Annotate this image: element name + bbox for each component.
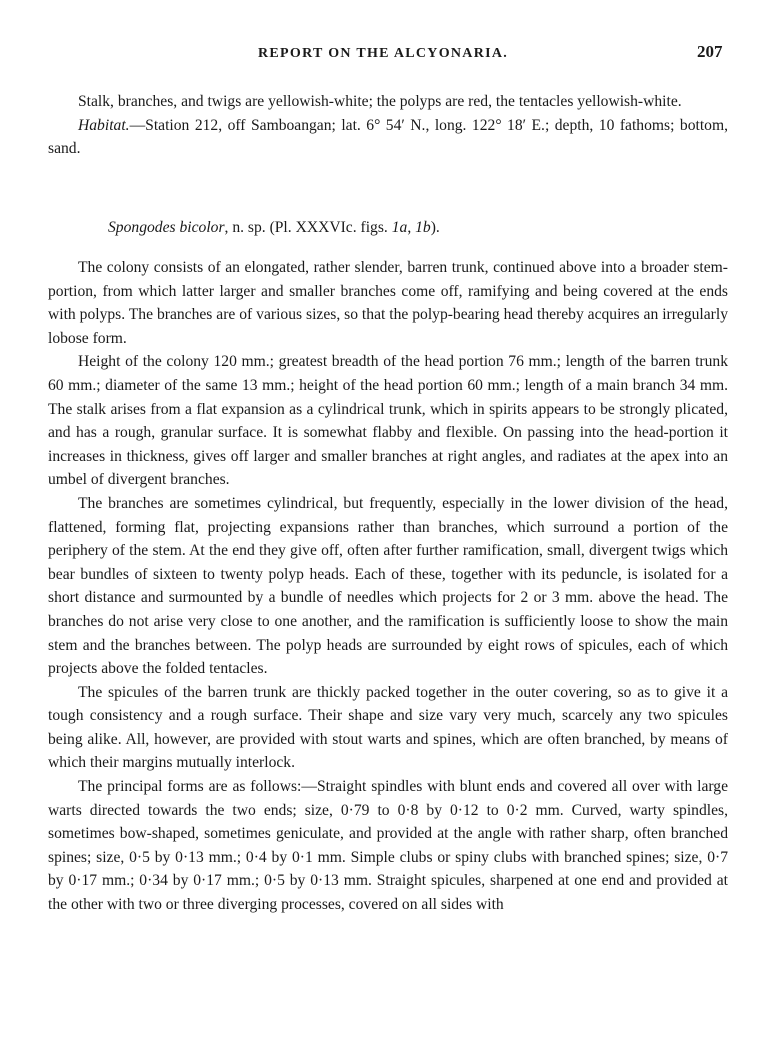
species-block	[48, 216, 728, 240]
species-name: Spongodes bicolor	[108, 219, 225, 236]
habitat-text: —Station 212, off Samboangan; lat. 6° 54′ N., long. 122° 18′ E.; depth, 10 fathoms; bottom, sand.	[48, 116, 728, 158]
paragraph-forms: The principal forms are as follows:—Straight spindles with blunt ends and covered all over with large warts directed towards the two ends; size, 0·79 to 0·8 by 0·12 to 0·2 mm. Curved, warty spindles, sometimes bow-shaped, sometimes geniculate, and provided at the angle with rather sharp, often branched spines; size, 0·5 by 0·13 mm.; 0·4 by 0·1 mm. Simple clubs or spiny clubs with branched spines; size, 0·7 by 0·17 mm.; 0·34 by 0·17 mm.; 0·5 by 0·13 mm. Straight spicules, sharpened at one end and provided at the other with two or three diverging processes, covered on all sides with	[48, 778, 728, 914]
colour-paragraph: Stalk, branches, and twigs are yellowish-white; the polyps are red, the tentacles yellowish-white.	[78, 93, 682, 110]
running-title: REPORT ON THE ALCYONARIA.	[258, 46, 509, 61]
habitat-label: Habitat.	[78, 116, 130, 134]
paragraph-branches: The branches are sometimes cylindrical, but frequently, especially in the lower division of the head, flattened, forming flat, projecting expansions rather than branches, which surround a portion of the periphery of the stem. At the end they give off, often after further ramification, small, divergent twigs which bear bundles of sixteen to twenty polyp heads. Each of these, together with its peduncle, is isolated for a short distance and surmounted by a bundle of needles which projects for 2 or 3 mm. above the head. The branches do not arise very close to one another, and the ramification is sufficiently loose to show the main stem and the branches between. The polyp heads are surrounded by eight rows of spicules, each of which projects above the folded tentacles.	[48, 494, 728, 678]
habitat-paragraph	[48, 114, 728, 161]
paragraph-colony: The colony consists of an elongated, rather slender, barren trunk, continued above into a broader stem-portion, from which latter larger and smaller branches come off, ramifying and being covered at the ends with polyps. The branches are of various sizes, so that the polyp-bearing head thereby acquires an irregularly lobose form.	[48, 259, 728, 347]
species-fig1: 1a	[391, 219, 408, 236]
intro-block	[48, 90, 728, 161]
paragraph-measurements: Height of the colony 120 mm.; greatest breadth of the head portion 76 mm.; length of the barren trunk 60 mm.; diameter of the same 13 mm.; height of the head portion 60 mm.; length of a main branch 34 mm. The stalk arises from a flat expansion as a cylindrical trunk, which in spirits appears to be strongly plicated, and has a rough, granular surface. It is somewhat flabby and flexible. On passing into the head-portion it increases in thickness, gives off larger and smaller branches at right angles, and radiates at the apex into an umbel of divergent branches.	[48, 353, 728, 489]
description-block	[48, 256, 728, 917]
species-suffix: , n. sp. (Pl. XXXVIc. figs.	[224, 219, 392, 236]
species-close: ).	[430, 219, 440, 236]
species-heading	[48, 216, 728, 240]
page-number: 207	[697, 42, 723, 61]
species-sep: ,	[407, 219, 416, 236]
species-fig2: 1b	[415, 219, 431, 236]
paragraph-spicules: The spicules of the barren trunk are thickly packed together in the outer covering, so as to give it a tough consistency and a rough surface. Their shape and size vary very much, scarcely any two spicules being alike. All, however, are provided with stout warts and spines, which are often branched, by means of which their margins mutually interlock.	[48, 683, 728, 772]
